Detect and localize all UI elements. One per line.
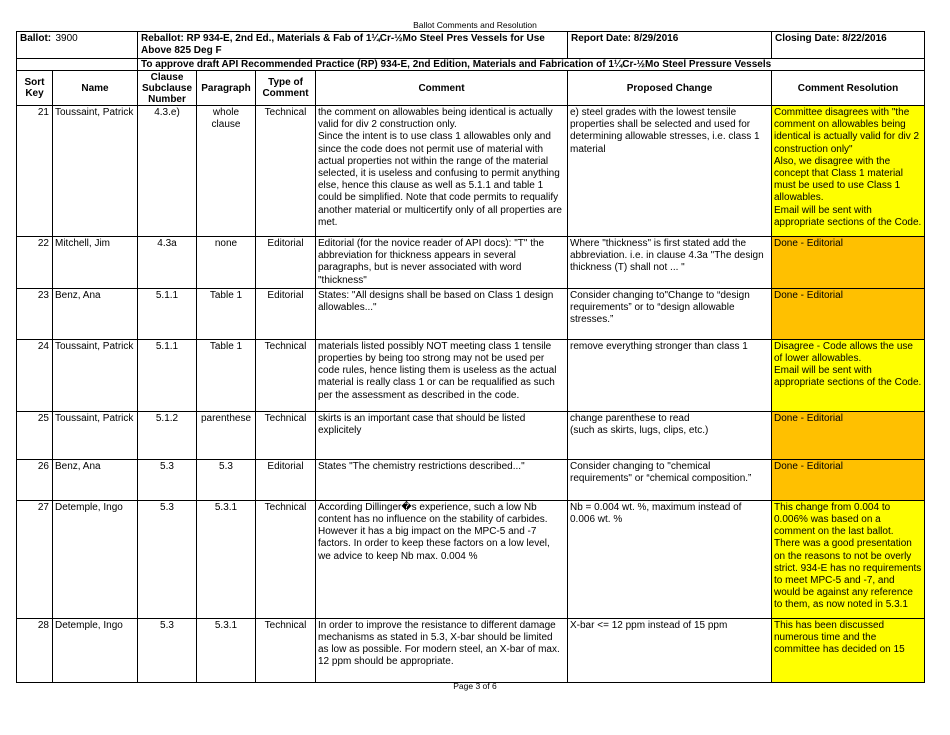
commenter-name: Toussaint, Patrick: [53, 339, 138, 411]
commenter-name: Detemple, Ingo: [53, 500, 138, 618]
proposed-change: Where "thickness" is first stated add the abbreviation. i.e. in clause 4.3a "The design thickness (T) shall not ... ": [568, 237, 772, 289]
commenter-name: Toussaint, Patrick: [53, 106, 138, 237]
table-row: [17, 288, 925, 339]
col-proposed-change: Proposed Change: [568, 71, 772, 106]
comment-text: States: "All designs shall be based on Class 1 design allowables...": [316, 288, 568, 339]
comment-type: Technical: [256, 339, 316, 411]
sort-key: 22: [17, 237, 53, 289]
closing-date: Closing Date: 8/22/2016: [772, 32, 925, 59]
col-sort-key: Sort Key: [17, 71, 53, 106]
report-date: Report Date: 8/29/2016: [568, 32, 772, 59]
paragraph: none: [197, 237, 256, 289]
ballot-label: Ballot:: [17, 32, 53, 59]
table-row: [17, 618, 925, 682]
column-header-row: [17, 71, 925, 106]
comments-table: [16, 70, 925, 683]
paragraph: 5.3.1: [197, 618, 256, 682]
comment-resolution: This change from 0.004 to 0.006% was based on a comment on the last ballot. There was a good presentation on the reasons to not be overly strict. 934-E has no requirements to meet MPC-5 and -7, and would be against any reference to them, as now noted in 5.3.1: [772, 500, 925, 618]
proposed-change: change parenthese to read (such as skirts, lugs, clips, etc.): [568, 411, 772, 459]
paragraph: Table 1: [197, 339, 256, 411]
table-row: [17, 459, 925, 500]
proposed-change: X-bar <= 12 ppm instead of 15 ppm: [568, 618, 772, 682]
comment-type: Editorial: [256, 288, 316, 339]
col-paragraph: Paragraph: [197, 71, 256, 106]
comment-resolution: Done - Editorial: [772, 411, 925, 459]
commenter-name: Mitchell, Jim: [53, 237, 138, 289]
comment-resolution: Committee disagrees with "the comment on allowables being identical is actually valid for div 2 construction only" Also, we disagree with the concept that Class 1 material must be used to use Class 1 allowables. Email will be sent with appropriate sections of the Code.: [772, 106, 925, 237]
clause-number: 4.3.e): [138, 106, 197, 237]
commenter-name: Benz, Ana: [53, 288, 138, 339]
sort-key: 23: [17, 288, 53, 339]
commenter-name: Toussaint, Patrick: [53, 411, 138, 459]
page-number: Page 3 of 6: [453, 681, 497, 691]
comment-text: According Dillinger�s experience, such a low Nb content has no influence on the stability of carbides. However it has a big impact on the MPC-5 and -7 factors. In order to keep these factors on a low level, we advice to keep Nb max. 0.004 %: [316, 500, 568, 618]
comment-type: Technical: [256, 411, 316, 459]
purpose-spacer: [17, 59, 138, 71]
comment-resolution: Done - Editorial: [772, 237, 925, 289]
table-row: [17, 339, 925, 411]
sort-key: 27: [17, 500, 53, 618]
ballot-purpose: To approve draft API Recommended Practice (RP) 934-E, 2nd Edition, Materials and Fabrication of 1¼Cr-½Mo Steel Pressure Vessels: [138, 59, 925, 71]
comment-text: States "The chemistry restrictions described...": [316, 459, 568, 500]
col-resolution: Comment Resolution: [772, 71, 925, 106]
document-title: Ballot Comments and Resolution: [413, 20, 537, 30]
comment-type: Technical: [256, 106, 316, 237]
comment-resolution: Done - Editorial: [772, 459, 925, 500]
comment-type: Editorial: [256, 237, 316, 289]
proposed-change: Nb = 0.004 wt. %, maximum instead of 0.006 wt. %: [568, 500, 772, 618]
commenter-name: Detemple, Ingo: [53, 618, 138, 682]
paragraph: parenthese: [197, 411, 256, 459]
paragraph: Table 1: [197, 288, 256, 339]
paragraph: whole clause: [197, 106, 256, 237]
commenter-name: Benz, Ana: [53, 459, 138, 500]
comment-text: materials listed possibly NOT meeting class 1 tensile properties by being too strong may not be used per code rules, hence listing them is useless as the actual material is really class 1 or can be requalified as such per the assessment as described in the code.: [316, 339, 568, 411]
clause-number: 4.3a: [138, 237, 197, 289]
comment-resolution: Done - Editorial: [772, 288, 925, 339]
sort-key: 26: [17, 459, 53, 500]
paragraph: 5.3: [197, 459, 256, 500]
comment-type: Technical: [256, 500, 316, 618]
ballot-number: 3900: [53, 32, 138, 59]
proposed-change: Consider changing to"Change to “design requirements” or to “design allowable stresses.”: [568, 288, 772, 339]
comment-resolution: This has been discussed numerous time and the committee has decided on 15: [772, 618, 925, 682]
comment-text: Editorial (for the novice reader of API docs): "T" the abbreviation for thickness appears in several paragraphs, but is never associated with word "thickness": [316, 237, 568, 289]
clause-number: 5.3: [138, 500, 197, 618]
sort-key: 24: [17, 339, 53, 411]
table-row: [17, 500, 925, 618]
table-row: [17, 411, 925, 459]
proposed-change: e) steel grades with the lowest tensile properties shall be selected and used for determining allowable stresses, i.e. class 1 material: [568, 106, 772, 237]
ballot-header: [16, 31, 925, 71]
comment-text: skirts is an important case that should be listed explicitely: [316, 411, 568, 459]
table-row: [17, 237, 925, 289]
reballot-title: Reballot: RP 934-E, 2nd Ed., Materials & Fab of 1¼Cr-½Mo Steel Pres Vessels for Use Above 825 Deg F: [138, 32, 568, 59]
comment-resolution: Disagree - Code allows the use of lower allowables. Email will be sent with appropriate sections of the Code.: [772, 339, 925, 411]
sort-key: 25: [17, 411, 53, 459]
comment-text: In order to improve the resistance to different damage mechanisms as stated in 5.3, X-bar should be limited as low as possible. For modern steel, an X-bar of max. 12 ppm should be appropriate.: [316, 618, 568, 682]
sort-key: 28: [17, 618, 53, 682]
clause-number: 5.1.2: [138, 411, 197, 459]
comment-type: Technical: [256, 618, 316, 682]
col-type: Type of Comment: [256, 71, 316, 106]
col-clause: Clause Subclause Number: [138, 71, 197, 106]
clause-number: 5.3: [138, 618, 197, 682]
comment-text: the comment on allowables being identical is actually valid for div 2 construction only. Since the intent is to use class 1 allowables only and since the code does not permit use of material with actual properties not within the range of the material selected, it is useless and confusing to permit anything else, hence this clause as well as 5.1.1 and table 1 could be simplified. Note that code permits to requalify another material or multicertify only of all properties are met.: [316, 106, 568, 237]
clause-number: 5.3: [138, 459, 197, 500]
clause-number: 5.1.1: [138, 339, 197, 411]
sort-key: 21: [17, 106, 53, 237]
paragraph: 5.3.1: [197, 500, 256, 618]
table-row: [17, 106, 925, 237]
proposed-change: remove everything stronger than class 1: [568, 339, 772, 411]
proposed-change: Consider changing to "chemical requirements" or “chemical composition.”: [568, 459, 772, 500]
col-comment: Comment: [316, 71, 568, 106]
comment-type: Editorial: [256, 459, 316, 500]
col-name: Name: [53, 71, 138, 106]
clause-number: 5.1.1: [138, 288, 197, 339]
